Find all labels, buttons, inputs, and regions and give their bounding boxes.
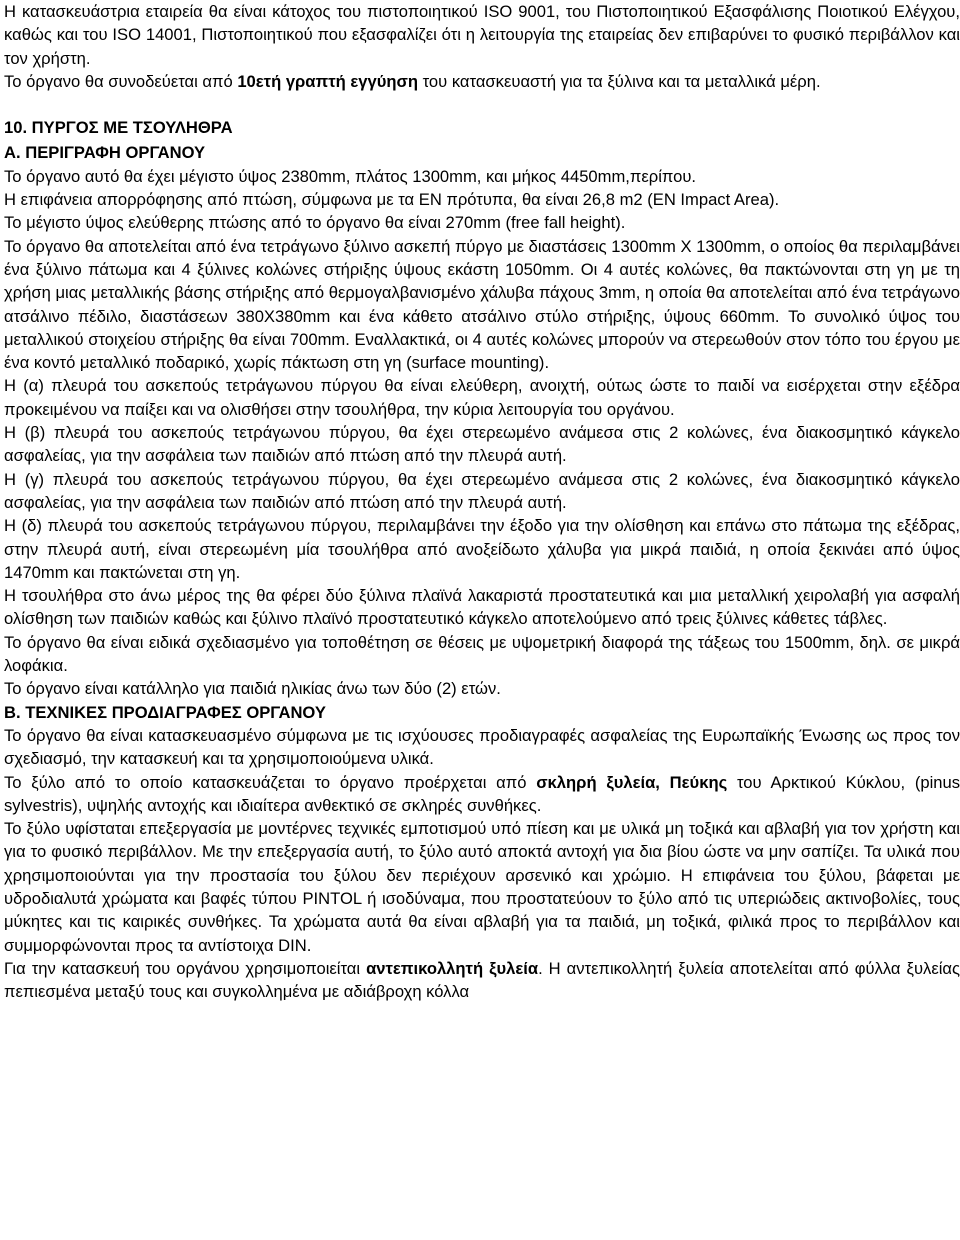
section-title: 10. ΠΥΡΓΟΣ ΜΕ ΤΣΟΥΛΗΘΡΑ <box>4 118 233 138</box>
description-dimensions: Το όργανο αυτό θα έχει μέγιστο ύψος 2380mm, πλάτος 1300mm, και μήκος 4450mm,περίπου. <box>4 166 697 186</box>
subsection-specs-title: Β. ΤΕΧΝΙΚΕΣ ΠΡΟΔΙΑΓΡΑΦΕΣ ΟΡΓΑΝΟΥ <box>4 702 326 722</box>
description-age: Το όργανο είναι κατάλληλο για παιδιά ηλικίας άνω των δύο (2) ετών. <box>4 679 501 699</box>
plywood-text-start: Για την κατασκευή του οργάνου χρησιμοποιείται <box>4 958 367 978</box>
document-page <box>4 0 960 1003</box>
specs-wood-treatment: Το ξύλο υφίσταται επεξεργασία με μοντέρνες τεχνικές εμποτισμού υπό πίεση και με υλικά μη τοξικά και αβλαβή για τον χρήστη και για το φυσικό περιβάλλον. Με την επεξεργασία αυτή, το ξύλο αυτό αποκτά αντοχή για δια βίου ώστε να μην σαπίζει. Τα υλικά που χρησιμοποιούνται για την προστασία του ξύλου δεν περιέχουν αρσενικό και χρώμιο. Η επιφάνεια του ξύλου, βάφεται με υδροδιαλυτά χρώματα και βαφές τύπου PINTOL ή ισοδύναμα, που προστατεύουν το ξύλο από τις υπεριώδεις ακτινοβολίες, τους μύκητες και τις καιρικές συνθήκες. Τα χρώματα αυτά θα είναι αβλαβή για τα παιδιά, μη τοξικά, φιλικά προς το περιβάλλον και συμμορφώνονται προς τα αντίστοιχα DIN. <box>4 819 960 955</box>
warranty-emphasis: 10ετή γραπτή εγγύηση <box>237 71 418 91</box>
intro-paragraph-warranty <box>4 70 960 93</box>
specs-plywood <box>4 957 960 1004</box>
wood-text-end: του Αρκτικού Κύκλου, (pinus sylvestris), υψηλής αντοχής και ιδιαίτερα ανθεκτικό σε σκληρές συνθήκες. <box>4 772 960 815</box>
description-side-c: Η (γ) πλευρά του ασκεπούς τετράγωνου πύργου, θα έχει στερεωμένο ανάμεσα στις 2 κολώνες, ένα διακοσμητικό κάγκελο ασφαλείας, για την ασφάλεια των παιδιών από πτώση από την πλευρά αυτή. <box>4 469 960 512</box>
warranty-text-start: Το όργανο θα συνοδεύεται από <box>4 71 238 91</box>
intro-paragraph-iso: Η κατασκευάστρια εταιρεία θα είναι κάτοχος του πιστοποιητικού ISO 9001, του Πιστοποιητικού Εξασφάλισης Ποιοτικού Ελέγχου, καθώς και του ISO 14001, Πιστοποιητικού που εξασφαλίζει ότι η λειτουργία της εταιρείας δεν επιβαρύνει το φυσικό περιβάλλον και τον χρήστη. <box>4 2 960 68</box>
description-impact-area: Η επιφάνεια απορρόφησης από πτώση, σύμφωνα με τα EN πρότυπα, θα είναι 26,8 m2 (EN Impact Area). <box>4 190 780 210</box>
wood-text-start: Το ξύλο από το οποίο κατασκευάζεται το όργανο προέρχεται από <box>4 772 537 792</box>
specs-standards: Το όργανο θα είναι κατασκευασμένο σύμφωνα με τις ισχύουσες προδιαγραφές ασφαλείας της Ευρωπαϊκής Ένωσης ως προς τον σχεδιασμό, την κατασκευή και τα χρησιμοποιούμενα υλικά. <box>4 725 960 769</box>
spacer <box>4 93 960 116</box>
description-side-d: Η (δ) πλευρά του ασκεπούς τετράγωνου πύργου, περιλαμβάνει την έξοδο για την ολίσθηση και επάνω στο πάτωμα της εξέδρας, στην πλευρά αυτή, είναι στερεωμένη μία τσουλήθρα από ανοξείδωτο χάλυβα για μικρά παιδιά, η οποία ξεκινάει από ύψος 1470mm και πακτώνεται στη γη. <box>4 516 960 582</box>
subsection-description-title: Α. ΠΕΡΙΓΡΑΦΗ ΟΡΓΑΝΟΥ <box>4 143 206 163</box>
description-side-b: Η (β) πλευρά του ασκεπούς τετράγωνου πύργου, θα έχει στερεωμένο ανάμεσα στις 2 κολώνες, ένα διακοσμητικό κάγκελο ασφαλείας, για την ασφάλεια των παιδιών από πτώση από την πλευρά αυτή. <box>4 423 960 466</box>
description-free-fall: Το μέγιστο ύψος ελεύθερης πτώσης από το όργανο θα είναι 270mm (free fall height). <box>4 213 626 233</box>
description-tower: Το όργανο θα αποτελείται από ένα τετράγωνο ξύλινο ασκεπή πύργο με διαστάσεις 1300mm X 1300mm, ο οποίος θα περιλαμβάνει ένα ξύλινο πάτωμα και 4 ξύλινες κολώνες στήριξης ύψους εκάστη 1050mm. Οι 4 αυτές κολώνες, θα πακτώνονται στη γη με τη χρήση μιας μεταλλικής βάσης στήριξης από θερμογαλβανισμένο χάλυβα πάχους 3mm, η οποία θα αποτελείται από ένα τετράγωνο ατσάλινο πέδιλο, διαστάσεων 380Χ380mm και ένα κάθετο ατσάλινο στύλο στήριξης, ύψους 660mm. Το συνολικό ύψος του μεταλλικού στοιχείου στήριξης θα είναι 700mm. Εναλλακτικά, οι 4 αυτές κολώνες μπορούν να στερεωθούν στον τόπο του έργου με ένα κοντό μεταλλικό ποδαρικό, χωρίς πάκτωση στη γη (surface mounting). <box>4 236 960 373</box>
description-placement: Το όργανο θα είναι ειδικά σχεδιασμένο για τοποθέτηση σε θέσεις με υψομετρική διαφορά της τάξεως του 1500mm, δηλ. σε μικρά λοφάκια. <box>4 632 960 676</box>
description-slide: Η τσουλήθρα στο άνω μέρος της θα φέρει δύο ξύλινα πλαϊνά λακαριστά προστατευτικά και μια μεταλλική χειρολαβή για ασφαλή ολίσθηση των παιδιών καθώς και ξύλινο πλαϊνό προστατευτικό κάγκελο αποτελούμενο από τρεις ξύλινες κάθετες τάβλες. <box>4 586 960 629</box>
warranty-text-end: του κατασκευαστή για τα ξύλινα και τα μεταλλικά μέρη. <box>417 71 821 91</box>
plywood-emphasis: αντεπικολλητή ξυλεία <box>366 958 539 978</box>
description-side-a: Η (α) πλευρά του ασκεπούς τετράγωνου πύργου θα είναι ελεύθερη, ανοιχτή, ούτως ώστε το παιδί να εισέρχεται στην εξέδρα προκειμένου να παίξει και να ολισθήσει στην τσουλήθρα, την κύρια λειτουργία του οργάνου. <box>4 376 960 419</box>
plywood-text-end: . Η αντεπικολλητή ξυλεία αποτελείται από φύλλα ξυλείας πεπιεσμένα μεταξύ τους και συγκολλημένα με αδιάβροχη κόλλα <box>4 958 960 1002</box>
specs-wood-origin <box>4 771 960 818</box>
wood-emphasis: σκληρή ξυλεία, Πεύκης <box>536 772 728 792</box>
